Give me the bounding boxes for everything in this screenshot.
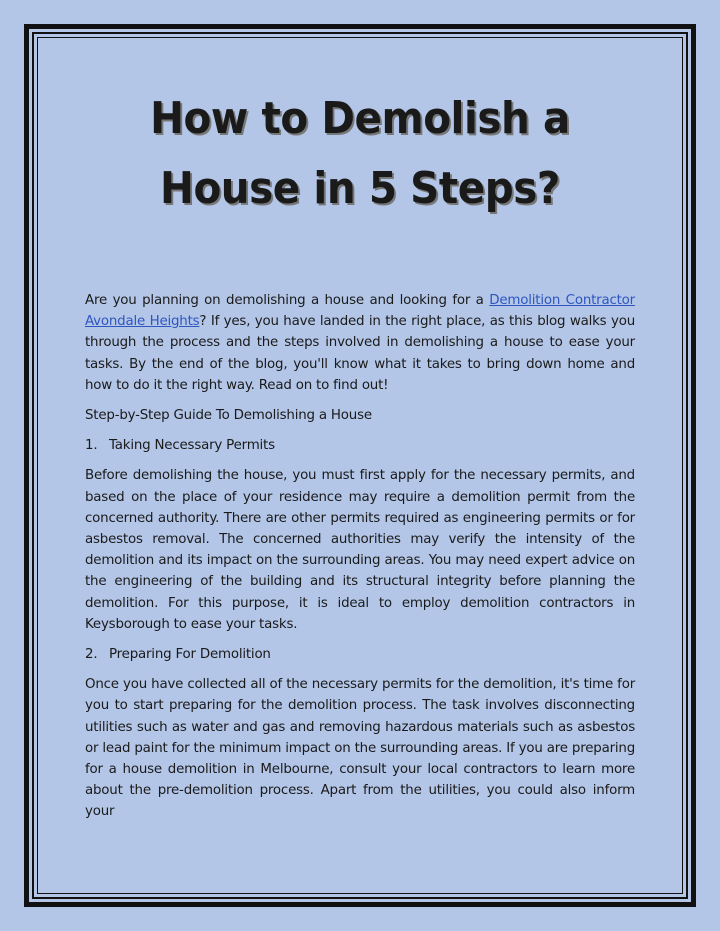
section-1-heading: [85, 435, 635, 456]
intro-text-after: ? If yes, you have landed in the right place, as this blog walks you through the process and the steps involved in demolishing a house to ease your tasks. By the end of the blog, you'll know what it takes to bring down home and how to do it the right way. Read on to find out!: [85, 314, 635, 393]
title-line-1: How to Demolish a: [150, 93, 570, 144]
article-body: [85, 290, 635, 823]
intro-text-before: Are you planning on demolishing a house and looking for a: [85, 293, 490, 308]
section-2-heading: [85, 644, 635, 665]
section-1-number: 1.: [85, 438, 98, 454]
intro-paragraph: [85, 290, 635, 396]
guide-heading: Step-by-Step Guide To Demolishing a House: [85, 408, 372, 424]
section-1-title: Taking Necessary Permits: [109, 438, 275, 454]
section-2-number: 2.: [85, 647, 98, 663]
section-1-body: Before demolishing the house, you must first apply for the necessary permits, and based on the place of your residence may require a demolition permit from the concerned authority. There are other permits required as engineering permits or for asbestos removal. The concerned authorities may verify the intensity of the demolition and its impact on the surrounding areas. You may need expert advice on the engineering of the building and its structural integrity before planning the demolition. For this purpose, it is ideal to employ demolition contractors in Keysborough to ease your tasks.: [85, 468, 635, 632]
section-2-body: Once you have collected all of the necessary permits for the demolition, it's time for you to start preparing for the demolition process. The task involves disconnecting utilities such as water and gas and removing hazardous materials such as asbestos or lead paint for the minimum impact on the surrounding areas. If you are preparing for a house demolition in Melbourne, consult your local contractors to learn more about the pre-demolition process. Apart from the utilities, you could also inform your: [85, 677, 635, 820]
section-2-title: Preparing For Demolition: [109, 647, 271, 663]
demolition-contractor-link[interactable]: Demolition Contractor Avondale Heights: [85, 293, 635, 330]
page-title: [84, 84, 636, 223]
title-line-2: House in 5 Steps?: [160, 162, 560, 214]
